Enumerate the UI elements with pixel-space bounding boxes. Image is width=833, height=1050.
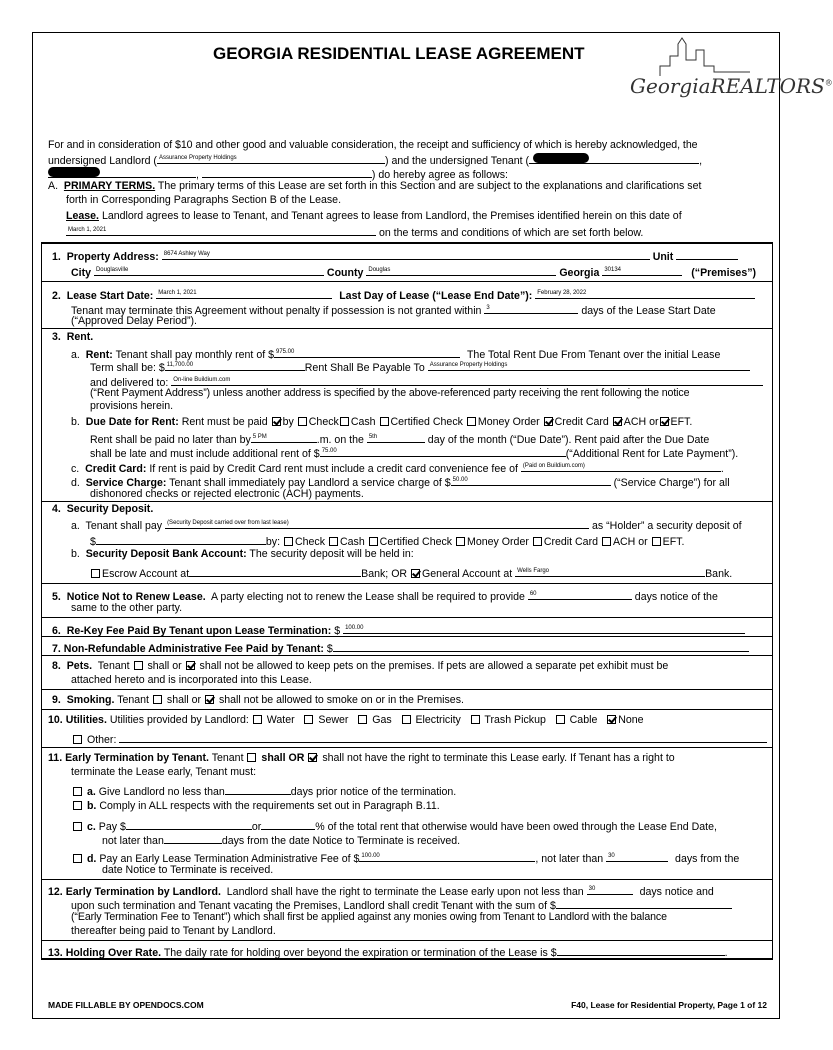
s11d-letter: d. bbox=[86, 853, 97, 865]
s3a-text: and delivered to: bbox=[90, 377, 169, 389]
smoking-shall-checkbox[interactable] bbox=[153, 695, 162, 704]
electricity-label: Electricity bbox=[415, 714, 461, 726]
primary-terms bbox=[48, 180, 701, 193]
intro-text: ) and the undersigned Tenant ( bbox=[384, 155, 530, 167]
money-order-checkbox[interactable] bbox=[467, 417, 476, 426]
footer-right: F40, Lease for Residential Property, Page 1 of 12 bbox=[571, 1000, 767, 1010]
s11c-amount-field[interactable] bbox=[126, 818, 252, 830]
lease-text: on the terms and conditions of which are set forth below. bbox=[378, 227, 644, 239]
pets-shall-checkbox[interactable] bbox=[134, 661, 143, 670]
s4b-line2 bbox=[90, 565, 732, 581]
check-checkbox[interactable] bbox=[298, 417, 307, 426]
s11d-fee-field[interactable] bbox=[359, 850, 535, 862]
s4a-line2 bbox=[90, 533, 684, 549]
s12-text: upon such termination and Tenant vacating the Premises, Landlord shall credit Tenant with the sum of $ bbox=[71, 900, 556, 912]
none-checkbox[interactable] bbox=[607, 715, 616, 724]
credit-card-label: Credit Card bbox=[554, 416, 609, 428]
s5-text: A party electing not to renew the Lease shall be required to provide bbox=[210, 591, 525, 603]
s11c-checkbox[interactable] bbox=[73, 822, 82, 831]
sewer-label: Sewer bbox=[318, 714, 349, 726]
s4-check-checkbox[interactable] bbox=[284, 537, 293, 546]
by-checkbox[interactable] bbox=[272, 417, 281, 426]
state-label: Georgia bbox=[559, 267, 600, 279]
water-label: Water bbox=[266, 714, 295, 726]
end-date-value: February 28, 2022 bbox=[537, 290, 587, 296]
s3c-head: Credit Card: bbox=[85, 463, 147, 475]
s3d-line2: dishonored checks or rejected electronic (ACH) payments. bbox=[90, 488, 364, 500]
tenant-field-3[interactable] bbox=[202, 166, 372, 178]
none-label: None bbox=[618, 714, 644, 726]
s4-money-order-label: Money Order bbox=[467, 536, 529, 548]
gas-label: Gas bbox=[372, 714, 392, 726]
city-field[interactable] bbox=[94, 264, 324, 276]
intro-text: do hereby agree as follows: bbox=[378, 169, 508, 181]
s3b-text: (“Additional Rent for Late Payment”). bbox=[565, 448, 739, 460]
cash-checkbox[interactable] bbox=[340, 417, 349, 426]
s3b-line3 bbox=[90, 445, 738, 461]
s4b-line1 bbox=[71, 548, 414, 561]
page-title: GEORGIA RESIDENTIAL LEASE AGREEMENT bbox=[213, 44, 585, 63]
s11a-text: days prior notice of the termination. bbox=[290, 786, 457, 798]
start-date-value: March 1, 2021 bbox=[158, 290, 197, 296]
holding-over-field[interactable] bbox=[557, 944, 725, 956]
s8-text: Tenant bbox=[97, 660, 130, 672]
pets-shall-not-checkbox[interactable] bbox=[186, 661, 195, 670]
lease-heading: Lease. bbox=[66, 210, 99, 222]
intro-line3: , ) do hereby agree as follows: bbox=[48, 166, 508, 182]
s3b-text: day of the month (“Due Date”). Rent paid after the Due Date bbox=[427, 434, 710, 446]
s3b-text: Rent must be paid bbox=[181, 416, 268, 428]
county-field[interactable] bbox=[366, 264, 556, 276]
s1-label: Property Address: bbox=[66, 251, 159, 263]
s12-line4: thereafter being paid to Tenant by Landlord. bbox=[71, 925, 276, 937]
s3a-text: The Total Rent Due From Tenant over the initial Lease bbox=[466, 349, 721, 361]
s11a-days-field[interactable] bbox=[225, 783, 291, 795]
s11b-letter: b. bbox=[86, 800, 97, 812]
by-label: by bbox=[282, 416, 294, 428]
s11c-days-field[interactable] bbox=[164, 832, 222, 844]
s1-num: 1. bbox=[52, 251, 61, 263]
address-field[interactable] bbox=[162, 248, 650, 260]
s2-line3: (“Approved Delay Period”). bbox=[71, 315, 197, 327]
s4-eft-label: EFT. bbox=[662, 536, 685, 548]
start-date-field[interactable] bbox=[156, 287, 332, 299]
electricity-checkbox[interactable] bbox=[402, 715, 411, 724]
s4-cash-checkbox[interactable] bbox=[329, 537, 338, 546]
credit-card-checkbox[interactable] bbox=[544, 417, 553, 426]
landlord-field[interactable] bbox=[157, 152, 385, 164]
s10-line1 bbox=[48, 714, 644, 727]
s3a-line4: (“Rent Payment Address”) unless another address is specified by the above-referenced party receiving the rent following the notice bbox=[90, 387, 690, 399]
due-day-field[interactable] bbox=[367, 431, 425, 443]
delivered-to-field[interactable] bbox=[171, 374, 763, 386]
zip-field[interactable] bbox=[602, 264, 682, 276]
s8-line2: attached hereto and is incorporated into this Lease. bbox=[71, 674, 312, 686]
s11d-checkbox[interactable] bbox=[73, 854, 82, 863]
s2-text: days of the Lease Start Date bbox=[581, 305, 716, 317]
county-label: County bbox=[326, 267, 364, 279]
payable-to-value: Assurance Property Holdings bbox=[429, 362, 508, 368]
sewer-checkbox[interactable] bbox=[304, 715, 313, 724]
s3b-letter: b. bbox=[71, 416, 80, 428]
s9-head: Smoking. bbox=[66, 694, 115, 706]
s4-certified-label: Certified Check bbox=[379, 536, 453, 548]
certified-label: Certified Check bbox=[390, 416, 463, 428]
service-charge-field[interactable] bbox=[451, 474, 611, 486]
s9-num: 9. bbox=[52, 694, 61, 706]
s13-head: Holding Over Rate. bbox=[65, 947, 162, 959]
s11c-letter: c. bbox=[86, 821, 96, 833]
s11c-text: Pay $ bbox=[98, 821, 126, 833]
s3c-text: If rent is paid by Credit Card rent must include a credit card convenience fee of bbox=[149, 463, 518, 475]
s4-certified-checkbox[interactable] bbox=[369, 537, 378, 546]
s3d-text: Tenant shall immediately pay Landlord a service charge of $ bbox=[169, 477, 451, 489]
s7-dollar: $ bbox=[326, 643, 333, 655]
s4-credit-card-checkbox[interactable] bbox=[533, 537, 542, 546]
end-label: Last Day of Lease (“Lease End Date”): bbox=[339, 290, 533, 302]
s4a-text: as “Holder” a security deposit of bbox=[592, 520, 742, 532]
trash-label: Trash Pickup bbox=[484, 714, 546, 726]
general-bank-value: Wells Fargo bbox=[517, 568, 550, 574]
county-value: Douglas bbox=[368, 267, 391, 273]
delay-days-field[interactable] bbox=[484, 302, 578, 314]
unit-field[interactable] bbox=[676, 248, 738, 260]
s8-head: Pets. bbox=[66, 660, 93, 672]
s11b-text: Comply in ALL respects with the requirements set out in Paragraph B.11. bbox=[99, 800, 440, 812]
redaction bbox=[533, 153, 589, 163]
s11d-days-value: 30 bbox=[608, 853, 615, 859]
s3c-letter: c. bbox=[71, 463, 80, 475]
s3d-head: Service Charge: bbox=[85, 477, 167, 489]
s8-text: shall or bbox=[147, 660, 182, 672]
s7-head: Non-Refundable Administrative Fee Paid by Tenant: bbox=[63, 643, 324, 655]
s11-line2: terminate the Lease early, Tenant must: bbox=[71, 766, 257, 778]
s4b-head: Security Deposit Bank Account: bbox=[85, 548, 247, 560]
s11d-line2: date Notice to Terminate is received. bbox=[102, 864, 274, 876]
s13-text: The daily rate for holding over beyond the expiration or termination of the Lease is $ bbox=[163, 947, 557, 959]
s11c-percent-field[interactable] bbox=[261, 818, 315, 830]
s11c-text: days from the date Notice to Terminate is received. bbox=[221, 835, 461, 847]
cc-fee-field[interactable] bbox=[521, 460, 721, 472]
intro-line2: undersigned Landlord ( Assurance Property Holdings ) and the undersigned Tenant ( , bbox=[48, 152, 702, 168]
smoking-shall-not-checkbox[interactable] bbox=[205, 695, 214, 704]
s3a-text: Term shall be: $ bbox=[90, 362, 165, 374]
s8-line1 bbox=[52, 660, 668, 673]
redaction bbox=[48, 167, 100, 177]
s3a-letter: a. bbox=[71, 349, 80, 361]
s11d-text: Pay an Early Lease Termination Administrative Fee of $ bbox=[99, 853, 360, 865]
s4-ach-checkbox[interactable] bbox=[602, 537, 611, 546]
s2-num: 2. bbox=[52, 290, 61, 302]
delivered-to-value: On-line Buildium.com bbox=[173, 377, 231, 383]
s10-num: 10. bbox=[48, 714, 63, 726]
section-letter: A. bbox=[48, 180, 59, 192]
s5-head: Notice Not to Renew Lease. bbox=[66, 591, 206, 603]
s4-cash-label: Cash bbox=[339, 536, 365, 548]
holder-field[interactable] bbox=[165, 517, 589, 529]
ach-label: ACH or bbox=[623, 416, 659, 428]
s3b-head: Due Date for Rent: bbox=[85, 416, 179, 428]
primary-terms-cont: forth in Corresponding Paragraphs Section B of the Lease. bbox=[66, 194, 342, 206]
deposit-amount-field[interactable] bbox=[96, 533, 266, 545]
landlord-value: Assurance Property Holdings bbox=[158, 155, 237, 161]
escrow-label: Escrow Account at bbox=[102, 568, 190, 580]
cash-label: Cash bbox=[350, 416, 376, 428]
s3a-head: Rent: bbox=[85, 349, 113, 361]
s3d-letter: d. bbox=[71, 477, 80, 489]
due-day-value: 5th bbox=[368, 434, 378, 440]
water-checkbox[interactable] bbox=[253, 715, 262, 724]
s11a-line bbox=[72, 783, 456, 799]
s4a-line1 bbox=[71, 517, 742, 533]
due-time-value: 5 PM bbox=[252, 434, 267, 440]
lease-line2 bbox=[66, 224, 643, 240]
notice-days-field[interactable] bbox=[528, 588, 632, 600]
s12-text: Landlord shall have the right to terminate the Lease early upon not less than bbox=[226, 886, 584, 898]
skyline-icon bbox=[630, 36, 772, 76]
logo-text: GeorgiaREALTORS bbox=[630, 74, 825, 98]
trash-checkbox[interactable] bbox=[471, 715, 480, 724]
s4a-text: Tenant shall pay bbox=[85, 520, 163, 532]
s10-text: Utilities provided by Landlord: bbox=[109, 714, 249, 726]
s11b-checkbox[interactable] bbox=[73, 801, 82, 810]
s5-text: days notice of the bbox=[634, 591, 718, 603]
city-label: City bbox=[71, 267, 92, 279]
early-term-shall-not-checkbox[interactable] bbox=[308, 753, 317, 762]
s4-title bbox=[52, 503, 153, 516]
s3-title bbox=[52, 331, 93, 344]
admin-fee-field[interactable] bbox=[333, 640, 749, 652]
s8-text: shall not be allowed to keep pets on the premises. If pets are allowed a separate pet exhibit must be bbox=[199, 660, 669, 672]
s4-ach-label: ACH or bbox=[612, 536, 648, 548]
lease-date-field[interactable] bbox=[66, 224, 376, 236]
s12-days-value: 30 bbox=[588, 886, 596, 892]
s11a-text: Give Landlord no less than bbox=[98, 786, 225, 798]
s9-text: shall or bbox=[166, 694, 202, 706]
s11-text: shall OR bbox=[261, 752, 305, 764]
other-utilities-field[interactable] bbox=[119, 731, 767, 743]
s1-line1 bbox=[52, 248, 738, 264]
gas-checkbox[interactable] bbox=[358, 715, 367, 724]
s3b-line1 bbox=[71, 416, 692, 429]
ach-checkbox[interactable] bbox=[613, 417, 622, 426]
s5-line2: same to the other party. bbox=[71, 602, 183, 614]
other-checkbox[interactable] bbox=[73, 735, 82, 744]
s9-line bbox=[52, 694, 464, 707]
section-heading: PRIMARY TERMS. bbox=[63, 180, 156, 192]
late-fee-value: 75.00 bbox=[321, 448, 337, 454]
cable-checkbox[interactable] bbox=[556, 715, 565, 724]
s13-text: . bbox=[724, 947, 728, 959]
footer-left: MADE FILLABLE BY OPENDOCS.COM bbox=[48, 1000, 204, 1010]
realtors-logo bbox=[630, 36, 833, 108]
s8-num: 8. bbox=[52, 660, 61, 672]
s11d-days-field[interactable] bbox=[606, 850, 668, 862]
s3b-text: .m. on the bbox=[316, 434, 364, 446]
s3-num: 3. bbox=[52, 331, 61, 343]
s4-title-text: Security Deposit. bbox=[66, 503, 154, 515]
cable-label: Cable bbox=[569, 714, 598, 726]
s3a-text: Tenant shall pay monthly rent of $ bbox=[115, 349, 274, 361]
eft-label: EFT. bbox=[670, 416, 693, 428]
s4-num: 4. bbox=[52, 503, 61, 515]
s10-head: Utilities. bbox=[65, 714, 107, 726]
s4-money-order-checkbox[interactable] bbox=[456, 537, 465, 546]
s11-text: Tenant bbox=[211, 752, 244, 764]
s13-num: 13. bbox=[48, 947, 63, 959]
general-bank-field[interactable] bbox=[515, 565, 705, 577]
bank-or-label: Bank; OR bbox=[361, 568, 408, 580]
s5-num: 5. bbox=[52, 591, 61, 603]
s12-num: 12. bbox=[48, 886, 63, 898]
certified-checkbox[interactable] bbox=[380, 417, 389, 426]
s11c-text: or bbox=[251, 821, 262, 833]
s11a-letter: a. bbox=[86, 786, 96, 798]
total-rent-value: 11,700.00 bbox=[166, 362, 194, 368]
s3b-text: Rent shall be paid no later than by bbox=[90, 434, 251, 446]
start-label: Lease Start Date: bbox=[66, 290, 154, 302]
payable-to-field[interactable] bbox=[428, 359, 750, 371]
s3b-text: shall be late and must include additional rent of $ bbox=[90, 448, 320, 460]
s4-eft-checkbox[interactable] bbox=[652, 537, 661, 546]
s3a-line2 bbox=[90, 359, 750, 375]
end-date-field[interactable] bbox=[535, 287, 755, 299]
lease-line bbox=[66, 210, 682, 223]
rekey-fee-value: 100.00 bbox=[345, 625, 364, 631]
rekey-fee-field[interactable] bbox=[343, 622, 745, 634]
s10-line2 bbox=[72, 731, 767, 747]
s1-line2 bbox=[71, 264, 756, 280]
monthly-rent-field[interactable] bbox=[274, 346, 460, 358]
s11c-line2 bbox=[102, 832, 460, 848]
s11c-text: not later than bbox=[102, 835, 164, 847]
s2-text: Tenant may terminate this Agreement without penalty if possession is not granted within bbox=[71, 305, 482, 317]
s11d-fee-value: 100.00 bbox=[361, 853, 380, 859]
s11-line1 bbox=[48, 752, 675, 765]
s3-title-text: Rent. bbox=[66, 331, 94, 343]
s3a-text: Rent Shall Be Payable To bbox=[304, 362, 425, 374]
general-label: General Account at bbox=[422, 568, 513, 580]
eft-checkbox[interactable] bbox=[660, 417, 669, 426]
s11d-text: , not later than bbox=[535, 853, 604, 865]
s3d-text: (“Service Charge”) for all bbox=[613, 477, 730, 489]
early-term-shall-checkbox[interactable] bbox=[247, 753, 256, 762]
intro-text: undersigned Landlord ( bbox=[48, 155, 157, 167]
premises-label: (“Premises”) bbox=[691, 267, 757, 279]
unit-label: Unit bbox=[652, 251, 674, 263]
late-fee-field[interactable] bbox=[320, 445, 566, 457]
escrow-checkbox[interactable] bbox=[91, 569, 100, 578]
money-order-label: Money Order bbox=[477, 416, 540, 428]
s3c-line: c. Credit Card: If rent is paid by Credit Card rent must include a credit card convenience fee of (Paid on Buildium.com) . bbox=[71, 460, 724, 476]
delay-days-value: 3 bbox=[486, 305, 490, 311]
lease-text: Landlord agrees to lease to Tenant, and Tenant agrees to lease from Landlord, the Premises identified herein on this date of bbox=[101, 210, 682, 222]
city-value: Douglasville bbox=[95, 267, 129, 273]
escrow-bank-field[interactable] bbox=[189, 565, 361, 577]
s11-text: shall not have the right to terminate this Lease early. If Tenant has a right to bbox=[322, 752, 675, 764]
s6-head: Re-Key Fee Paid By Tenant upon Lease Termination: bbox=[66, 625, 332, 637]
s12-credit-field[interactable] bbox=[556, 897, 732, 909]
s2-line1 bbox=[52, 287, 755, 303]
total-rent-field[interactable] bbox=[165, 359, 305, 371]
s12-line3: (“Early Termination Fee to Tenant”) which shall first be applied against any monies owing from Tenant to Landlord with the balance bbox=[71, 911, 667, 923]
s11d-text: days from the bbox=[675, 853, 740, 865]
s4-by-label: by: bbox=[265, 536, 281, 548]
s6-dollar: $ bbox=[334, 625, 341, 637]
s4b-text: The security deposit will be held in: bbox=[249, 548, 414, 560]
other-label: Other: bbox=[86, 734, 117, 746]
holder-value: (Security Deposit carried over from last lease) bbox=[167, 520, 289, 526]
s7-num: 7. bbox=[52, 643, 61, 655]
s6-num: 6. bbox=[52, 625, 61, 637]
intro-line1: For and in consideration of $10 and other good and valuable consideration, the receipt and sufficiency of which is hereby acknowledged, the bbox=[48, 139, 698, 151]
s11b-line bbox=[72, 800, 440, 813]
s11a-checkbox[interactable] bbox=[73, 787, 82, 796]
check-label: Check bbox=[308, 416, 339, 428]
s12-days-field[interactable] bbox=[587, 883, 633, 895]
dollar-sign: $ bbox=[90, 536, 96, 548]
section-text: The primary terms of this Lease are set forth in this Section and are subject to the explanations and clarifications set bbox=[157, 180, 702, 192]
s4a-letter: a. bbox=[71, 520, 80, 532]
notice-days-value: 60 bbox=[529, 591, 537, 597]
tenant-field[interactable] bbox=[529, 152, 699, 164]
s7-line bbox=[52, 640, 749, 656]
address-value: 8674 Ashley Way bbox=[163, 251, 210, 257]
tenant-field-2[interactable] bbox=[48, 166, 196, 178]
lease-date-value: March 1, 2021 bbox=[68, 227, 107, 233]
s3a-line5: provisions herein. bbox=[90, 400, 174, 412]
zip-value: 30134 bbox=[604, 267, 621, 273]
s4b-letter: b. bbox=[71, 548, 80, 560]
service-charge-value: 50.00 bbox=[452, 477, 468, 483]
s9-text: Tenant bbox=[117, 694, 149, 706]
s9-text: shall not be allowed to smoke on or in the Premises. bbox=[218, 694, 464, 706]
general-account-checkbox[interactable] bbox=[411, 569, 420, 578]
bank-label: Bank. bbox=[705, 568, 733, 580]
due-time-field[interactable] bbox=[251, 431, 317, 443]
s12-text: days notice and bbox=[639, 886, 714, 898]
monthly-rent-value: 975.00 bbox=[276, 349, 295, 355]
s11c-text: % of the total rent that otherwise would have been owed through the Lease End Date, bbox=[315, 821, 717, 833]
cc-fee-value: (Paid on Buildium.com) bbox=[522, 463, 585, 469]
s4-check-label: Check bbox=[295, 536, 326, 548]
s12-head: Early Termination by Landlord. bbox=[65, 886, 221, 898]
s11-num: 11. bbox=[48, 752, 63, 764]
s11-head: Early Termination by Tenant. bbox=[65, 752, 209, 764]
s4-credit-card-label: Credit Card bbox=[543, 536, 598, 548]
registered-mark: ® bbox=[824, 78, 833, 88]
